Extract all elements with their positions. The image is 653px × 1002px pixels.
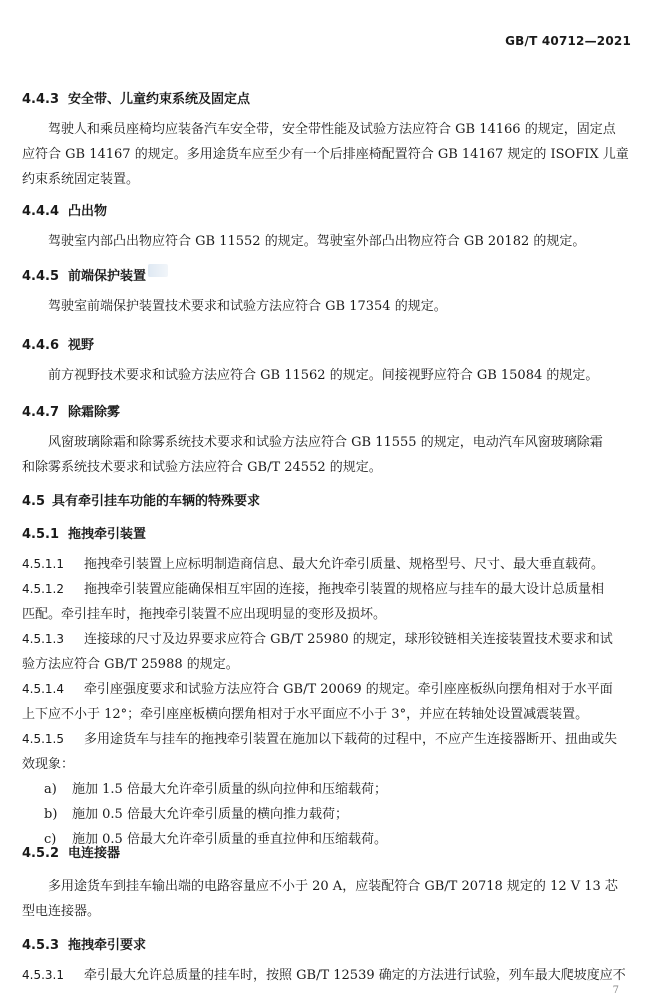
list-tag: a) [44,782,57,797]
clause-text: 连接球的尺寸及边界要求应符合 GB/T 25980 的规定，球形铰链相关连接装置技术要求和试 [84,632,613,647]
clause-4-5-1-1 [22,552,632,577]
list-text: 施加 0.5 倍最大允许牵引质量的垂直拉伸和压缩载荷。 [72,832,387,847]
paragraph-line: 和除雾系统技术要求和试验方法应符合 GB/T 24552 的规定。 [22,460,382,475]
heading-number: 4.4.3 [22,92,60,107]
heading-title: 视野 [68,338,95,353]
heading-title: 前端保护装置 [68,269,147,284]
heading-title: 除霜除雾 [68,405,121,420]
list-text: 施加 1.5 倍最大允许牵引质量的纵向拉伸和压缩载荷； [72,782,387,797]
clause-text: 拖拽牵引装置上应标明制造商信息、最大允许牵引质量、规格型号、尺寸、最大垂直载荷。 [84,557,605,572]
clause-4-5-1-4 [22,677,632,727]
heading-4-5-3 [22,934,146,953]
clause-number: 4.5.1.5 [22,732,64,746]
heading-title: 电连接器 [68,846,121,861]
clause-text: 验方法应符合 GB/T 25988 的规定。 [22,657,239,672]
clause-number: 4.5.1.1 [22,557,64,571]
paragraph-line: 约束系统固定装置。 [22,172,140,187]
paragraph-line: 前方视野技术要求和试验方法应符合 GB 11562 的规定。间接视野应符合 GB 15084 的规定。 [48,368,599,383]
clause-text: 匹配。牵引挂车时，拖拽牵引装置不应出现明显的变形及损坏。 [22,607,387,622]
paragraph-line: 多用途货车到挂车输出端的电路容量应不小于 20 A，应装配符合 GB/T 20718 规定的 12 V 13 芯 [48,879,618,894]
heading-title: 具有牵引挂车功能的车辆的特殊要求 [52,494,261,509]
heading-number: 4.4.4 [22,204,60,219]
clause-text: 拖拽牵引装置应能确保相互牢固的连接，拖拽牵引装置的规格应与挂车的最大设计总质量相 [84,582,605,597]
heading-4-4-4 [22,200,107,219]
heading-4-5 [22,490,260,509]
clause-text: 牵引座强度要求和试验方法应符合 GB/T 20069 的规定。牵引座座板纵向摆角相对于水平面 [84,682,613,697]
paragraph-line: 驾驶室内部凸出物应符合 GB 11552 的规定。驾驶室外部凸出物应符合 GB 20182 的规定。 [48,234,586,249]
list-text: 施加 0.5 倍最大允许牵引质量的横向推力载荷； [72,807,348,822]
heading-number: 4.4.6 [22,338,60,353]
heading-number: 4.5.3 [22,938,60,953]
clause-text: 牵引最大允许总质量的挂车时，按照 GB/T 12539 确定的方法进行试验，列车最大爬坡度应不 [84,968,626,983]
watermark-logo [148,264,168,277]
clause-text: 多用途货车与挂车的拖拽牵引装置在施加以下载荷的过程中，不应产生连接器断开、扭曲或失 [84,732,618,747]
heading-4-4-7 [22,401,120,420]
clause-text: 上下应不小于 12°；牵引座座板横向摆角相对于水平面应不小于 3°，并应在转轴处设置减震装置。 [22,707,589,722]
heading-title: 拖拽牵引装置 [68,527,147,542]
heading-title: 拖拽牵引要求 [68,938,147,953]
paragraph-line: 风窗玻璃除霜和除雾系统技术要求和试验方法应符合 GB 11555 的规定，电动汽车风窗玻璃除霜 [48,435,603,450]
heading-4-4-6 [22,334,94,353]
heading-number: 4.5.1 [22,527,60,542]
heading-4-5-2 [22,842,120,861]
paragraph-line: 驾驶室前端保护装置技术要求和试验方法应符合 GB 17354 的规定。 [48,299,447,314]
heading-number: 4.5.2 [22,846,60,861]
list-tag: c) [44,832,57,847]
heading-number: 4.4.5 [22,269,60,284]
heading-title: 凸出物 [68,204,108,219]
clause-4-5-1-5 [22,727,632,777]
heading-title: 安全带、儿童约束系统及固定点 [68,92,251,107]
heading-4-5-1 [22,523,146,542]
page-number: 7 [612,985,619,996]
clause-number: 4.5.1.2 [22,582,64,596]
list-item [44,802,348,827]
clause-4-5-1-3 [22,627,632,677]
heading-4-4-3 [22,88,250,107]
clause-number: 4.5.3.1 [22,968,64,982]
list-tag: b) [44,807,58,822]
clause-number: 4.5.1.3 [22,632,64,646]
paragraph-line: 应符合 GB 14167 的规定。多用途货车应至少有一个后排座椅配置符合 GB 14167 规定的 ISOFIX 儿童 [22,147,629,162]
clause-text: 效现象： [22,757,75,772]
clause-4-5-1-2 [22,577,632,627]
paragraph-line: 型电连接器。 [22,904,101,919]
standard-id: GB/T 40712—2021 [505,34,631,48]
clause-number: 4.5.1.4 [22,682,64,696]
heading-number: 4.5 [22,494,46,509]
list-item [44,777,387,802]
clause-4-5-3-1 [22,963,632,988]
heading-4-4-5 [22,265,146,284]
paragraph-line: 驾驶人和乘员座椅均应装备汽车安全带，安全带性能及试验方法应符合 GB 14166 的规定，固定点 [48,122,616,137]
heading-number: 4.4.7 [22,405,60,420]
